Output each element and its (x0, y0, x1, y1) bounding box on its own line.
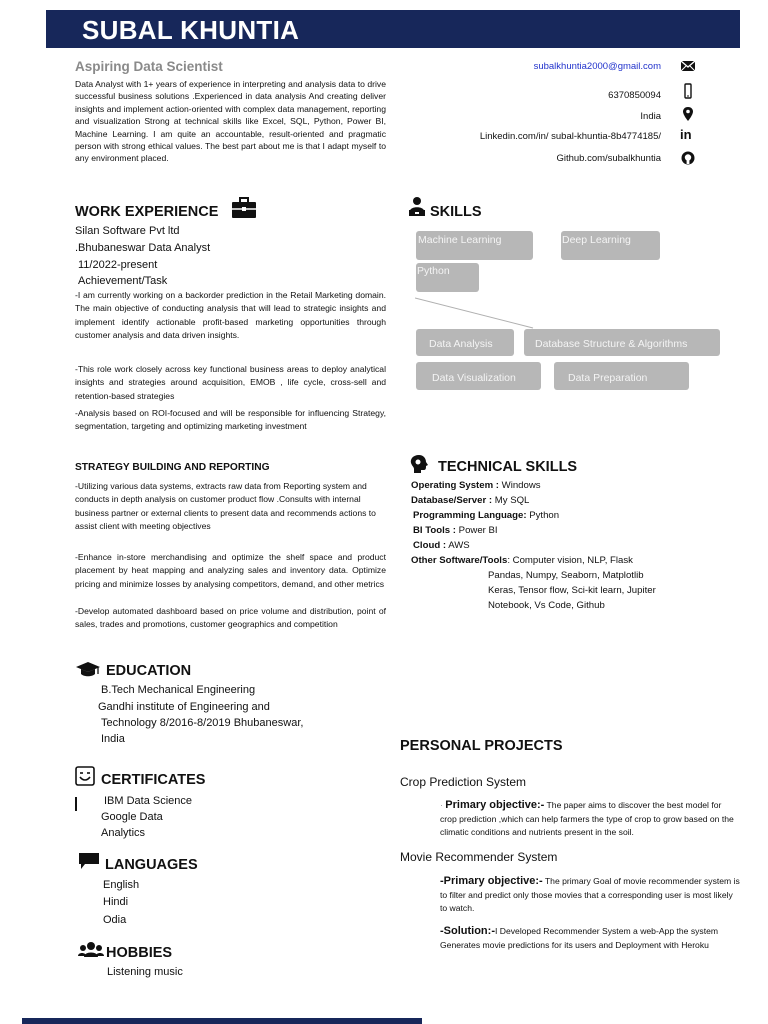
tech-cloud: Cloud : AWS (413, 540, 470, 551)
project-2-title: Movie Recommender System (400, 850, 558, 864)
language-item-2: Hindi (103, 896, 129, 908)
work-paragraph-3: -Analysis based on ROI-focused and will be responsible for influencing Strategy, segmentation, targeting and optimizing marketing investment (75, 408, 386, 432)
candidate-name: SUBAL KHUNTIA (82, 15, 300, 45)
certificate-divider (75, 797, 77, 811)
education-degree: B.Tech Mechanical Engineering (101, 684, 256, 696)
certificate-item-2: Google Data (101, 811, 163, 823)
work-experience-heading: WORK EXPERIENCE (75, 204, 219, 220)
languages-heading: LANGUAGES (105, 857, 198, 873)
skills-heading: SKILLS (430, 204, 482, 220)
education-institute-line-1: Gandhi institute of Engineering and (98, 701, 270, 713)
work-paragraph-2: -This role work closely across key functional business areas to deploy analytical insights and strategies around acquisition, EMOB , life cycle, cross-sell and retention-based strategies (75, 364, 386, 401)
phone-icon (680, 83, 696, 99)
graduation-cap-icon (75, 661, 101, 679)
briefcase-icon (231, 197, 257, 219)
technical-skills-heading: TECHNICAL SKILLS (438, 459, 578, 475)
email-link[interactable]: subalkhuntia2000@gmail.com (533, 61, 661, 72)
certificates-heading: CERTIFICATES (101, 772, 206, 788)
education-country: India (101, 733, 125, 745)
github-link[interactable]: Github.com/subalkhuntia (556, 153, 661, 164)
language-item-3: Odia (103, 914, 127, 926)
envelope-icon (680, 58, 696, 74)
strategy-heading: STRATEGY BUILDING AND REPORTING (75, 462, 270, 473)
tech-database: Database/Server : My SQL (411, 495, 530, 506)
profile-summary: Data Analyst with 1+ years of experience in interpreting and analysis data to drive successful business solutions .Experienced in data analysis And creating deliver insights and implement action-oriented with complex data management, reporting and visualization Strong at technical skills like Excel, SQL, Python, Power BI, Machine Learning. I am quite an accountable, result-oriented and pragmatic person with strong ethical values. The best part about me is that I adapt myself to any environment placed. (75, 79, 386, 164)
education-heading: EDUCATION (106, 663, 192, 679)
strategy-paragraph-1: -Utilizing various data systems, extracts raw data from Reporting system and conducts in depth analysis on customer product flow .Consults with internal business partner or external clients to present data and recommends actions to assist client with meeting objectives (75, 481, 376, 532)
linkedin-icon: in (680, 127, 692, 142)
certificate-item-1: IBM Data Science (104, 795, 193, 807)
project-1-description: · Primary objective:- The paper aims to discover the best model for crop prediction ,which can help farmers the type of crop to grow based on the climatic conditions and nutrients present in the soil. (440, 799, 734, 837)
phone-number: 6370850094 (608, 90, 661, 101)
tech-other-tools-list: Pandas, Numpy, Seaborn, Matplotlib Keras, Tensor flow, Sci-kit learn, Jupiter Notebook, Vs Code, Github (488, 570, 656, 611)
work-paragraph-1: -I am currently working on a backorder prediction in the Retail Marketing domain. The main objective of conducting analysis that will lead to strategic insights and implement identify actionable profit-based marketing opportunities through customer analysis and data driven insights. (75, 290, 386, 341)
tech-programming: Programming Language: Python (413, 510, 560, 521)
strategy-paragraph-2: -Enhance in-store merchandising and optimize the shelf space and product placement by heat mapping and analyzing sales and inventory data. Optimize pricing and minimize losses by analysing competitors, demand, and other metrics (75, 552, 386, 589)
language-item-1: English (103, 879, 140, 891)
location-text: India (640, 111, 661, 122)
hobbies-heading: HOBBIES (106, 945, 173, 961)
skill-chip-python: Python (416, 263, 479, 292)
tech-os: Operating System : Windows (411, 480, 541, 491)
job-period: 11/2022-present (78, 259, 158, 271)
footer-bar (22, 1018, 422, 1024)
github-icon (680, 150, 696, 166)
skill-chip-data-visualization: Data Visualization (416, 362, 541, 390)
job-role: .Bhubaneswar Data Analyst (75, 242, 211, 254)
strategy-paragraph-3: -Develop automated dashboard based on price volume and distribution, point of sales, trades and promotions, customer geographics and competition (75, 606, 386, 630)
location-pin-icon (680, 106, 696, 122)
linkedin-link[interactable]: Linkedin.com/in/ subal-khuntia-8b4774185/ (479, 131, 661, 142)
certificate-item-3: Analytics (101, 827, 146, 839)
skill-chip-data-preparation: Data Preparation (554, 362, 689, 390)
project-2-solution: -Solution:-I Developed Recommender System a web-App the system Generates movie predictions for its users and Deployment with Heroku (440, 925, 719, 950)
brain-gear-icon (409, 454, 429, 474)
skill-chip-deep-learning: Deep Learning (561, 231, 660, 260)
company-name: Silan Software Pvt ltd (75, 225, 180, 237)
certificate-icon (75, 766, 95, 786)
person-laptop-icon (407, 196, 427, 218)
group-people-icon (78, 940, 104, 958)
education-institute-line-2: Technology 8/2016-8/2019 Bhubaneswar, (101, 717, 304, 729)
hobby-item-1: Listening music (107, 966, 183, 978)
job-title: Aspiring Data Scientist (75, 59, 223, 74)
skill-chip-machine-learning: Machine Learning (416, 231, 533, 260)
skills-connector-line (415, 296, 535, 330)
project-1-title: Crop Prediction System (400, 775, 527, 789)
tech-other-tools: Other Software/Tools: Computer vision, NLP, Flask (411, 555, 633, 566)
skill-chip-database-structure: Database Structure & Algorithms (524, 329, 720, 356)
speech-bubble-icon (78, 852, 100, 870)
skill-chip-data-analysis: Data Analysis (416, 329, 514, 356)
tech-bi-tools: BI Tools : Power BI (413, 525, 498, 536)
achievement-label: Achievement/Task (78, 275, 168, 287)
projects-heading: PERSONAL PROJECTS (400, 738, 563, 754)
project-2-objective: -Primary objective:- The primary Goal of movie recommender system is to filter and predict only those movies that a corresponding user is most likely to watch. (440, 875, 740, 913)
